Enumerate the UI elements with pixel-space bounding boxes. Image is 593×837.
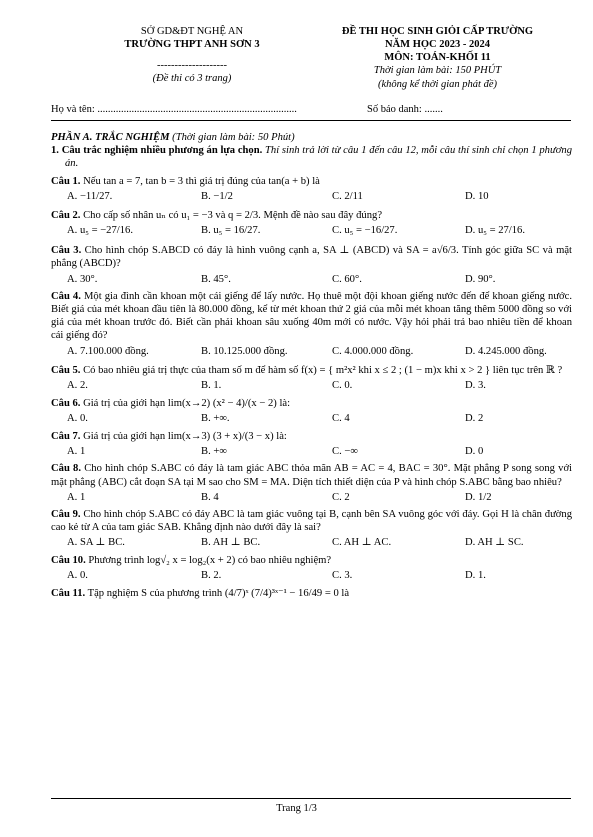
question-item (51, 244, 572, 286)
answer-option: D. u₅ = 27/16. (465, 225, 525, 237)
question-item (51, 508, 572, 550)
question-text: Tập nghiệm S của phương trình (4/7)ˣ (7/4)³ˣ⁻¹ − 16/49 = 0 là (85, 588, 350, 600)
question-item (51, 554, 572, 583)
answer-option: A. 1 (67, 491, 86, 503)
department-name: SỞ GD&ĐT NGHỆ AN (140, 26, 244, 37)
question-item (51, 430, 572, 459)
question-item (51, 209, 572, 238)
question-text: Có bao nhiêu giá trị thực của tham số m để hàm số f(x) = { m²x² khi x ≤ 2 ; (1 − m)x khi x > 2 } liên tục trên ℝ ? (80, 364, 563, 376)
question-text: Giá trị của giới hạn lim(x→2) (x² − 4)/(x − 2) là: (80, 397, 291, 409)
answer-option: B. 45°. (201, 273, 231, 285)
school-name: TRƯỜNG THPT ANH SƠN 3 (124, 39, 260, 51)
question-stem (51, 462, 572, 488)
header-right (305, 25, 570, 91)
question-text: Cho hình chóp S.ABCD có đáy là hình vuông cạnh a, SA ⊥ (ABCD) và SA = a√6/3. Tính góc giữa SC và mặt phẳng (ABCD)? (51, 245, 572, 270)
instruction-text: Thí sinh trả lời từ câu 1 đến câu 12, mỗi câu thí sinh chỉ chọn 1 phương án. (65, 145, 573, 170)
answer-options (51, 273, 572, 287)
question-label: Câu 1. (51, 175, 81, 187)
student-info (51, 103, 571, 116)
question-stem (51, 175, 572, 188)
answer-option: A. SA ⊥ BC. (67, 537, 125, 549)
answer-option: B. u₅ = 16/27. (201, 225, 261, 237)
answer-option: D. 3. (465, 379, 486, 391)
question-item (51, 290, 572, 359)
answer-option: A. 7.100.000 đồng. (67, 345, 149, 357)
question-list (51, 131, 572, 601)
answer-option: C. u₅ = −16/27. (332, 225, 398, 237)
answer-option: A. 30°. (67, 273, 98, 285)
answer-option: D. 10 (465, 190, 489, 202)
question-text: Cho cấp số nhân uₙ có u₁ = −3 và q = 2/3. Mệnh đề nào sau đây đúng? (80, 209, 383, 221)
question-label: Câu 6. (51, 397, 81, 409)
answer-options (51, 345, 572, 359)
question-label: Câu 10. (51, 555, 86, 567)
section-title (51, 131, 572, 144)
answer-option: C. 60°. (332, 273, 362, 285)
answer-option: B. 1. (201, 379, 222, 391)
question-label: Câu 8. (51, 463, 82, 475)
header-divider (51, 120, 571, 121)
answer-option: C. 4 (332, 413, 350, 425)
question-stem (51, 554, 572, 567)
answer-option: D. 1. (465, 570, 486, 582)
answer-options (51, 379, 572, 393)
question-label: Câu 7. (51, 431, 81, 443)
answer-option: B. AH ⊥ BC. (201, 537, 261, 549)
answer-option: C. 2 (332, 491, 350, 503)
answer-options (51, 412, 572, 426)
question-item (51, 364, 572, 393)
answer-option: C. 4.000.000 đồng. (332, 345, 414, 357)
answer-option: C. 2/11 (332, 190, 363, 202)
question-stem (51, 397, 572, 410)
header-dashes: -------------------- (157, 60, 227, 72)
answer-option: C. AH ⊥ AC. (332, 537, 392, 549)
question-text: Cho hình chóp S.ABC có đáy ABC là tam giác vuông tại B, cạnh bên SA vuông góc với đáy. Gọi H là chân đường cao kẻ từ A của tam giác SAB. Khẳng định nào dưới đây là sai? (51, 508, 573, 533)
question-label: Câu 11. (51, 588, 86, 600)
question-stem (51, 587, 572, 600)
question-text: Giá trị của giới hạn lim(x→3) (3 + x)/(3 − x) là: (80, 431, 287, 443)
footer-divider (51, 798, 571, 799)
page-count-note: (Đề thi có 3 trang) (152, 73, 232, 85)
instruction-title: 1. Câu trắc nghiệm nhiều phương án lựa chọn. (51, 145, 263, 157)
section-time: (Thời gian làm bài: 50 Phút) (169, 132, 295, 143)
answer-option: D. 2 (465, 413, 484, 425)
answer-option: B. 10.125.000 đồng. (201, 345, 288, 357)
answer-option: D. 0 (465, 446, 484, 458)
answer-option: B. +∞ (201, 446, 227, 458)
name-field: Họ và tên: ............................................................................ (51, 104, 297, 115)
answer-options (51, 445, 572, 459)
answer-option: D. 1/2 (465, 491, 492, 503)
question-item (51, 175, 572, 204)
question-item (51, 462, 572, 504)
section-heading: PHẦN A. TRẮC NGHIỆM (51, 132, 170, 143)
question-item (51, 587, 572, 600)
question-label: Câu 9. (51, 508, 81, 520)
question-text: Phương trình log√₂ x = log₂(x + 2) có bao nhiêu nghiệm? (85, 555, 332, 567)
question-label: Câu 5. (51, 364, 81, 376)
answer-option: A. 0. (67, 570, 88, 582)
question-text: Cho hình chóp S.ABC có đáy là tam giác ABC thỏa mãn AB = AC = 4, BAC = 30°. Mặt phẳng P song song với mặt phẳng (ABC) cắt đoạn SA tại M sao cho SM = MA. Diện tích thiết diện của P và hình chóp S.ABC bằng bao nhiêu? (51, 463, 572, 488)
question-item (51, 397, 572, 426)
answer-option: C. 0. (332, 379, 353, 391)
question-label: Câu 3. (51, 245, 82, 257)
answer-option: C. 3. (332, 570, 353, 582)
answer-options (51, 569, 572, 583)
subject: MÔN: TOÁN-KHỐI 11 (384, 52, 491, 64)
answer-option: A. −11/27. (67, 190, 113, 202)
question-stem (51, 209, 572, 222)
answer-option: D. 90°. (465, 273, 496, 285)
question-stem (51, 508, 572, 534)
section-instructions (51, 144, 572, 170)
answer-option: A. 1 (67, 446, 86, 458)
answer-option: A. 0. (67, 413, 88, 425)
question-text: Nếu tan a = 7, tan b = 3 thì giá trị đúng của tan(a + b) là (80, 175, 320, 187)
question-stem (51, 290, 572, 343)
question-label: Câu 4. (51, 290, 81, 302)
answer-options (51, 491, 572, 505)
answer-option: A. u₅ = −27/16. (67, 225, 133, 237)
answer-options (51, 536, 572, 550)
time-note: (không kể thời gian phát đề) (377, 78, 498, 90)
question-label: Câu 2. (51, 209, 81, 221)
exam-title: ĐỀ THI HỌC SINH GIỎI CẤP TRƯỜNG (341, 26, 534, 37)
answer-option: B. 2. (201, 570, 222, 582)
question-stem (51, 430, 572, 443)
header-left (102, 25, 282, 86)
answer-option: D. 4.245.000 đồng. (465, 345, 547, 357)
answer-option: B. −1/2 (201, 190, 233, 202)
answer-option: B. +∞. (201, 413, 230, 425)
answer-options (51, 190, 572, 204)
answer-option: B. 4 (201, 491, 219, 503)
question-stem (51, 244, 572, 270)
question-text: Một gia đình cần khoan một cái giếng để lấy nước. Họ thuê một đội khoan giếng nước đến để khoan giếng nước. Biết giá của mét khoan đầu tiên là 80.000 đồng, kể từ mét khoan thứ 2 giá của mỗi mét khoan tăng thêm 5000 đồng so với giá của mét khoan trước đó. Biết cần phải khoan sâu xuống 40m mới có nước. Vậy hỏi phải trả bao nhiêu tiền để khoan cái giếng đó? (51, 290, 573, 342)
school-year: NĂM HỌC 2023 - 2024 (385, 39, 490, 51)
id-field: Số báo danh: ....... (367, 104, 443, 115)
question-stem (51, 364, 572, 377)
time-limit: Thời gian làm bài: 150 PHÚT (373, 65, 502, 77)
answer-option: A. 2. (67, 379, 88, 391)
answer-option: C. −∞ (332, 446, 358, 458)
answer-options (51, 224, 572, 238)
answer-option: D. AH ⊥ SC. (465, 537, 524, 549)
page-number: Trang 1/3 (276, 803, 317, 814)
